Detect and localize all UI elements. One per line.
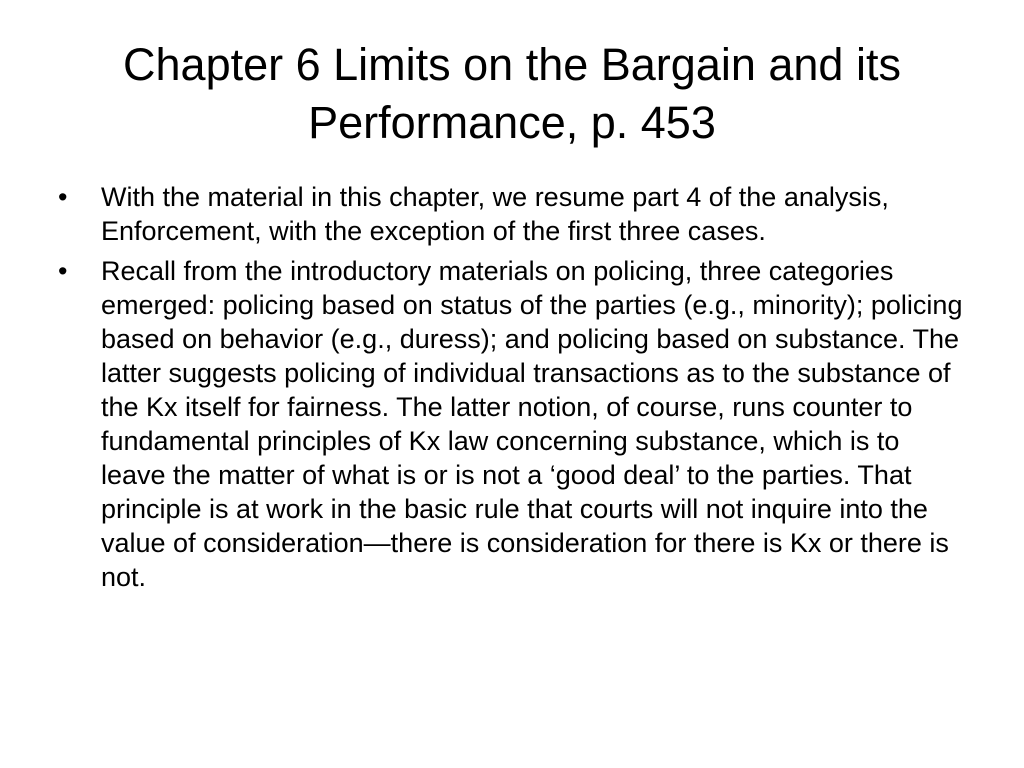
bullet-list: [58, 180, 970, 600]
bullet-item: [58, 254, 970, 594]
bullet-text: With the material in this chapter, we resume part 4 of the analysis, Enforcement, with the exception of the first three cases.: [101, 182, 889, 246]
bullet-icon: •: [58, 182, 68, 212]
slide-title: Chapter 6 Limits on the Bargain and its Performance, p. 453: [123, 39, 901, 148]
bullet-text: Recall from the introductory materials on policing, three categories emerged: policing based on status of the parties (e.g., minority); policing based on behavior (e.g., duress); and policing based on substance. The latter suggests policing of individual transactions as to the substance of the Kx itself for fairness. The latter notion, of course, runs counter to fundamental principles of Kx law concerning substance, which is to leave the matter of what is or is not a ‘good deal’ to the parties. That principle is at work in the basic rule that courts will not inquire into the value of consideration—there is consideration for there is Kx or there is not.: [101, 256, 963, 592]
bullet-icon: •: [58, 256, 68, 286]
bullet-item: [58, 180, 970, 248]
